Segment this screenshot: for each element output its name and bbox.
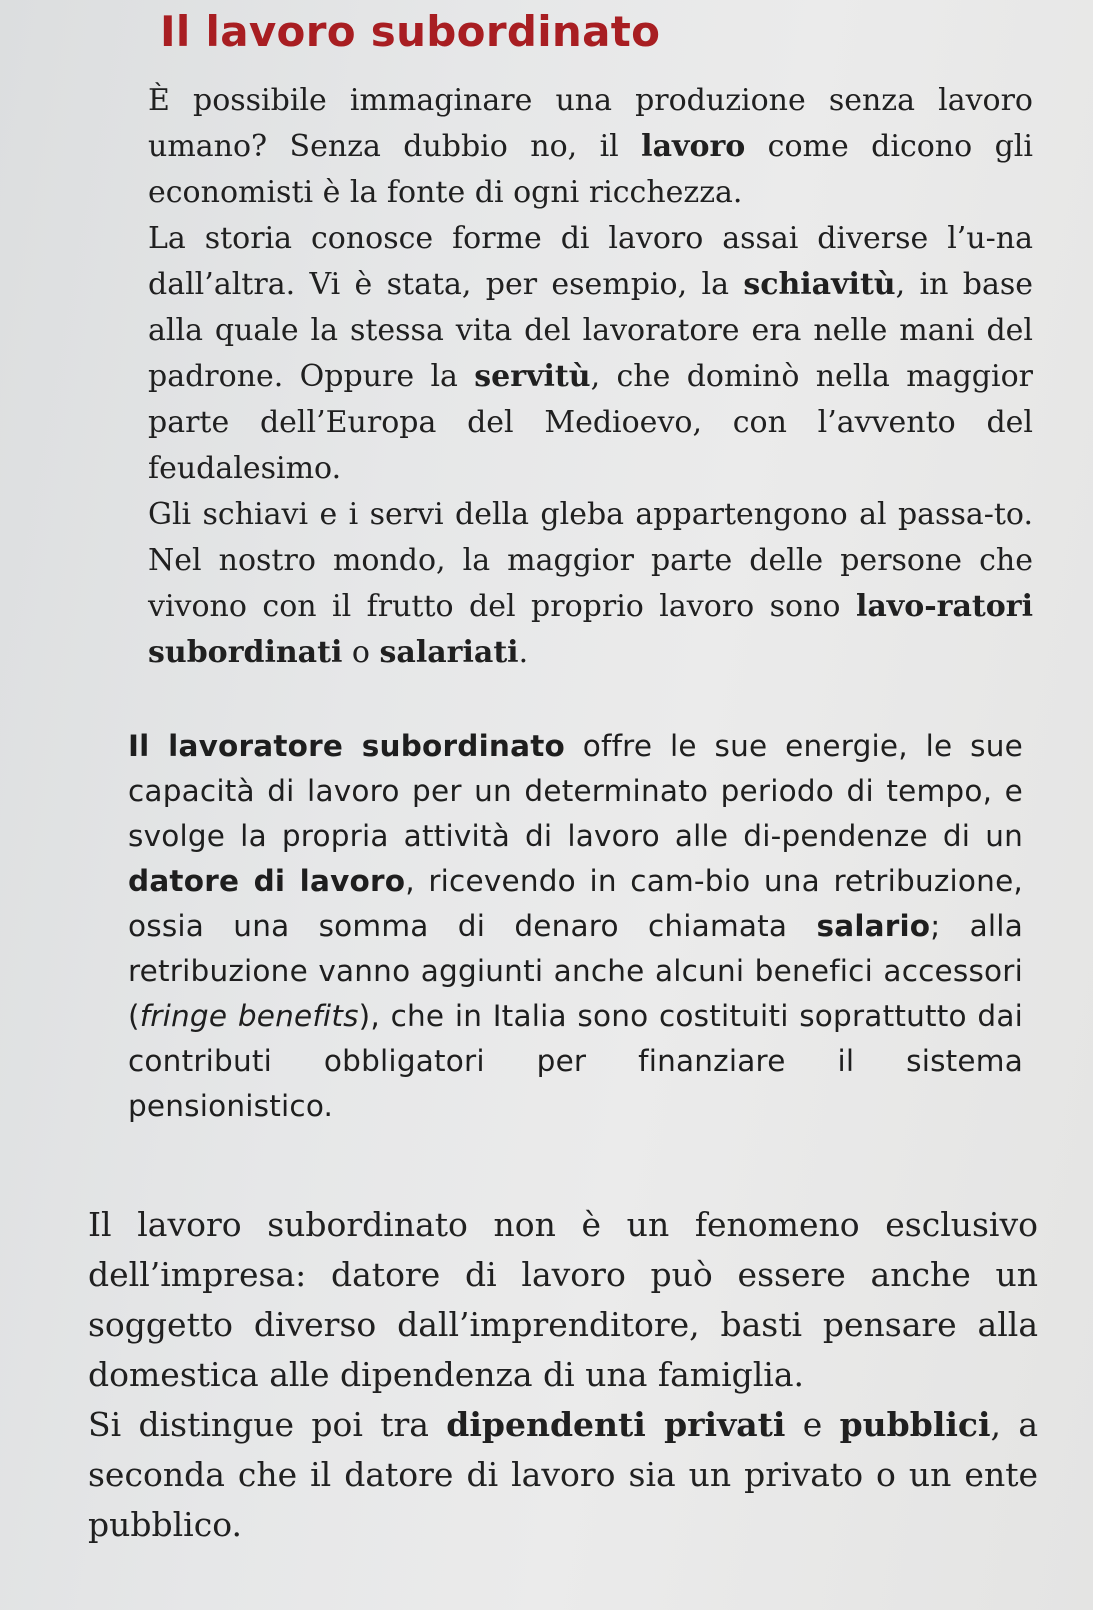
paragraph bbox=[128, 724, 1023, 1129]
text: offre le sue energie, le sue capacità di lavoro per un determinato periodo di tempo, e svolge la propria attività di lavoro alle di-pendenze di un bbox=[128, 729, 1023, 853]
bold-term: lavo-ratori subordinati bbox=[148, 589, 1033, 670]
text: ; alla retribuzione vanno aggiunti anche alcuni benefici accessori ( bbox=[128, 909, 1023, 1033]
bold-term: Il lavoratore subordinato bbox=[128, 729, 565, 763]
bold-term: salariati bbox=[379, 635, 519, 670]
paragraph bbox=[88, 1400, 1038, 1550]
distinction-section bbox=[88, 1200, 1038, 1550]
text: La storia conosce forme di lavoro assai diverse l’u-na dall’altra. Vi è stata, per esempio, la bbox=[148, 221, 1033, 302]
italic-term: fringe benefits bbox=[139, 999, 359, 1033]
text: e bbox=[785, 1405, 840, 1444]
text: o bbox=[342, 635, 380, 670]
paragraph bbox=[148, 216, 1033, 492]
text: , ricevendo in cam-bio una retribuzione, ossia una somma di denaro chiamata bbox=[128, 864, 1024, 943]
text: ), che in Italia sono costituiti soprattutto dai contributi obbligatori per finanziare il sistema pensionistico. bbox=[128, 999, 1024, 1123]
bold-term: servitù bbox=[474, 359, 591, 394]
bold-term: lavoro bbox=[641, 129, 746, 164]
text: Gli schiavi e i servi della gleba appartengono al passa-to. Nel nostro mondo, la maggior parte delle persone che vivono con il frutto del proprio lavoro sono bbox=[148, 497, 1033, 624]
page-title: Il lavoro subordinato bbox=[160, 7, 661, 56]
text: come dicono gli economisti è la fonte di ogni ricchezza. bbox=[148, 129, 1033, 210]
bold-term: schiavitù bbox=[743, 267, 896, 302]
text: , a seconda che il datore di lavoro sia un privato o un ente pubblico. bbox=[88, 1405, 1039, 1544]
intro-section bbox=[148, 78, 1033, 676]
text: . bbox=[518, 635, 529, 670]
paragraph bbox=[148, 78, 1033, 216]
text: , in base alla quale la stessa vita del lavoratore era nelle mani del padrone. Oppure la bbox=[148, 267, 1033, 394]
paragraph bbox=[148, 492, 1033, 676]
text: Si distingue poi tra bbox=[88, 1405, 447, 1444]
bold-term: dipendenti privati bbox=[446, 1405, 786, 1444]
paragraph: Il lavoro subordinato non è un fenomeno esclusivo dell’impresa: datore di lavoro può essere anche un soggetto diverso dall’imprenditore, basti pensare alla domestica alle dipendenza di una famiglia. bbox=[88, 1205, 1038, 1394]
bold-term: salario bbox=[816, 909, 931, 943]
text: È possibile immaginare una produzione senza lavoro umano? Senza dubbio no, il bbox=[148, 83, 1033, 164]
definition-section bbox=[128, 724, 1023, 1129]
bold-term: pubblici bbox=[839, 1405, 991, 1444]
bold-term: datore di lavoro bbox=[128, 864, 406, 898]
text: , che dominò nella maggior parte dell’Europa del Medioevo, con l’avvento del feudalesimo. bbox=[148, 359, 1033, 486]
